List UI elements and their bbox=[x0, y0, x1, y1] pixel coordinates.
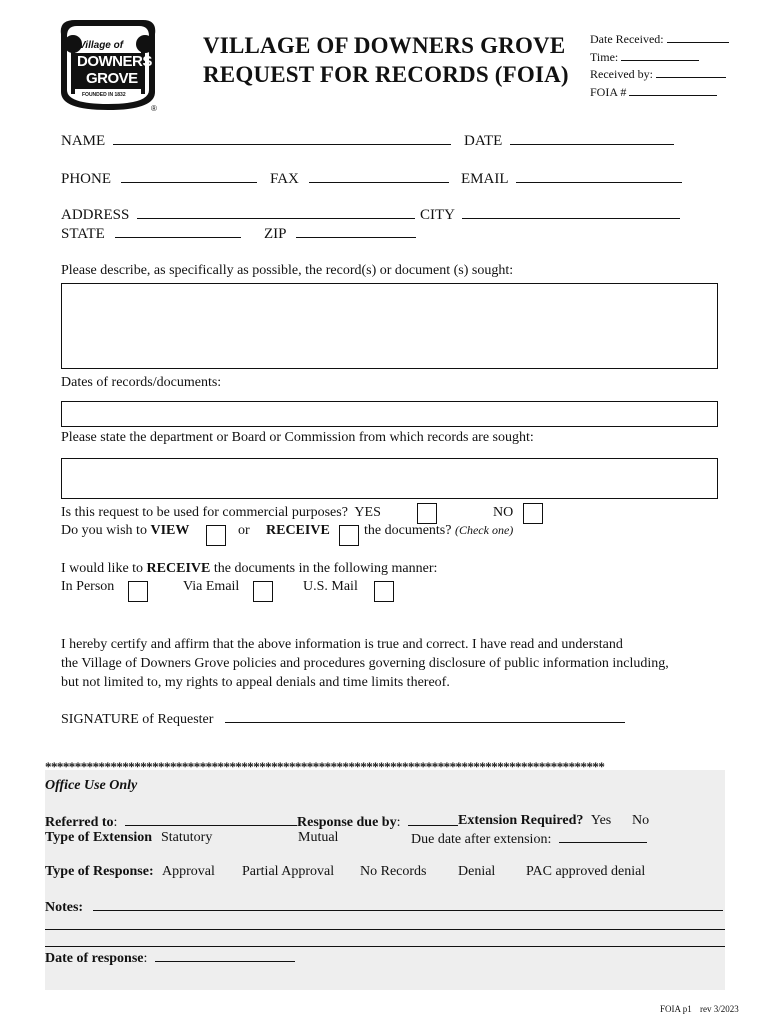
referred-to-field[interactable] bbox=[125, 813, 297, 826]
name-label: NAME bbox=[61, 133, 106, 149]
due-after-extension-field[interactable] bbox=[559, 830, 647, 843]
date-of-response-label: Date of response bbox=[45, 951, 144, 966]
date-received-row: Date Received: bbox=[590, 30, 729, 48]
or-label: or bbox=[238, 523, 250, 538]
partial-approval-option[interactable]: Partial Approval bbox=[242, 864, 335, 879]
via-email-label: Via Email bbox=[183, 579, 240, 594]
commercial-question: Is this request to be used for commercial purposes? bbox=[61, 505, 348, 520]
manner-receive: RECEIVE bbox=[146, 561, 211, 576]
extension-required-label: Extension Required? bbox=[458, 813, 584, 828]
type-extension-label: Type of Extension bbox=[45, 830, 153, 845]
email-label: EMAIL bbox=[461, 171, 508, 187]
received-by-row: Received by: bbox=[590, 65, 729, 83]
denial-option[interactable]: Denial bbox=[458, 864, 496, 879]
due-after-extension-label: Due date after extension: bbox=[411, 832, 552, 847]
stamp-block bbox=[590, 30, 729, 100]
commercial-no-label: NO bbox=[493, 505, 514, 520]
fax-field[interactable] bbox=[309, 170, 449, 183]
signature-field[interactable] bbox=[225, 710, 625, 723]
date-field[interactable] bbox=[510, 132, 674, 145]
commercial-yes-label: YES bbox=[354, 505, 381, 520]
date-label: DATE bbox=[464, 133, 503, 149]
via-email-checkbox[interactable] bbox=[253, 581, 273, 602]
department-prompt: Please state the department or Board or Commission from which records are sought: bbox=[61, 430, 534, 445]
commercial-no-checkbox[interactable] bbox=[523, 503, 543, 524]
department-box[interactable] bbox=[61, 458, 718, 499]
city-label: CITY bbox=[420, 207, 455, 223]
state-field[interactable] bbox=[115, 225, 241, 238]
receive-checkbox[interactable] bbox=[339, 525, 359, 546]
fax-label: FAX bbox=[270, 171, 299, 187]
footer-page: FOIA p1 bbox=[660, 1004, 692, 1014]
statutory-option[interactable]: Statutory bbox=[161, 830, 213, 845]
no-records-option[interactable]: No Records bbox=[360, 864, 427, 879]
response-due-field[interactable] bbox=[408, 813, 458, 826]
name-field[interactable] bbox=[113, 132, 451, 145]
notes-field-line1[interactable] bbox=[93, 898, 723, 911]
dates-box[interactable] bbox=[61, 401, 718, 427]
zip-field[interactable] bbox=[296, 225, 416, 238]
notes-label: Notes: bbox=[45, 900, 84, 915]
time-row: Time: bbox=[590, 48, 729, 66]
us-mail-label: U.S. Mail bbox=[303, 579, 358, 594]
notes-field-line2[interactable] bbox=[45, 929, 725, 930]
manner-suffix: the documents in the following manner: bbox=[213, 561, 438, 576]
us-mail-checkbox[interactable] bbox=[374, 581, 394, 602]
phone-field[interactable] bbox=[121, 170, 257, 183]
phone-label: PHONE bbox=[61, 171, 112, 187]
state-label: STATE bbox=[61, 226, 105, 242]
foia-number-row: FOIA # bbox=[590, 83, 729, 101]
manner-prefix: I would like to bbox=[61, 561, 144, 576]
in-person-label: In Person bbox=[61, 579, 115, 594]
logo-line3: GROVE bbox=[86, 70, 138, 87]
describe-prompt: Please describe, as specifically as possible, the record(s) or document (s) sought: bbox=[61, 263, 514, 278]
logo-line4: FOUNDED IN 1832 bbox=[82, 92, 126, 98]
mutual-option[interactable]: Mutual bbox=[298, 830, 339, 845]
extension-no-option[interactable]: No bbox=[632, 813, 650, 828]
pac-denial-option[interactable]: PAC approved denial bbox=[526, 864, 646, 879]
referred-to-label: Referred to bbox=[45, 815, 114, 830]
in-person-checkbox[interactable] bbox=[128, 581, 148, 602]
response-due-label: Response due by bbox=[297, 815, 397, 830]
signature-label: SIGNATURE of Requester bbox=[61, 712, 214, 727]
footer-rev: rev 3/2023 bbox=[700, 1004, 739, 1014]
dates-prompt: Dates of records/documents: bbox=[61, 375, 222, 390]
city-field[interactable] bbox=[462, 206, 680, 219]
approval-option[interactable]: Approval bbox=[162, 864, 215, 879]
page-title: VILLAGE OF DOWNERS GROVE bbox=[203, 33, 566, 58]
receive-label: RECEIVE bbox=[266, 523, 330, 538]
commercial-yes-checkbox[interactable] bbox=[417, 503, 437, 524]
records-description-box[interactable] bbox=[61, 283, 718, 369]
view-label: VIEW bbox=[150, 523, 190, 538]
logo-line2: DOWNERS bbox=[77, 53, 152, 70]
date-of-response-field[interactable] bbox=[155, 949, 295, 962]
certification-text: I hereby certify and affirm that the above information is true and correct. I have read and understand the Village of Downers Grove policies and procedures governing disclosure of public information including, but not limited to, my rights to appeal denials and time limits thereof. bbox=[61, 637, 669, 690]
zip-label: ZIP bbox=[264, 226, 286, 242]
check-one-hint: (Check one) bbox=[454, 523, 514, 537]
extension-yes-option[interactable]: Yes bbox=[590, 813, 612, 828]
the-documents-label: the documents? bbox=[364, 523, 452, 538]
logo-registered: ® bbox=[151, 104, 157, 113]
email-field[interactable] bbox=[516, 170, 682, 183]
village-logo bbox=[55, 14, 161, 114]
address-field[interactable] bbox=[137, 206, 415, 219]
address-label: ADDRESS bbox=[61, 207, 130, 223]
page-subtitle: REQUEST FOR RECORDS (FOIA) bbox=[203, 62, 569, 87]
view-checkbox[interactable] bbox=[206, 525, 226, 546]
notes-field-line3[interactable] bbox=[45, 946, 725, 947]
office-stars-divider: ********************************************************************************************** bbox=[45, 759, 605, 774]
view-prefix: Do you wish to bbox=[61, 523, 147, 538]
logo-line1: Village of bbox=[79, 40, 124, 51]
office-use-heading: Office Use Only bbox=[45, 778, 138, 793]
type-response-label: Type of Response: bbox=[45, 864, 154, 879]
